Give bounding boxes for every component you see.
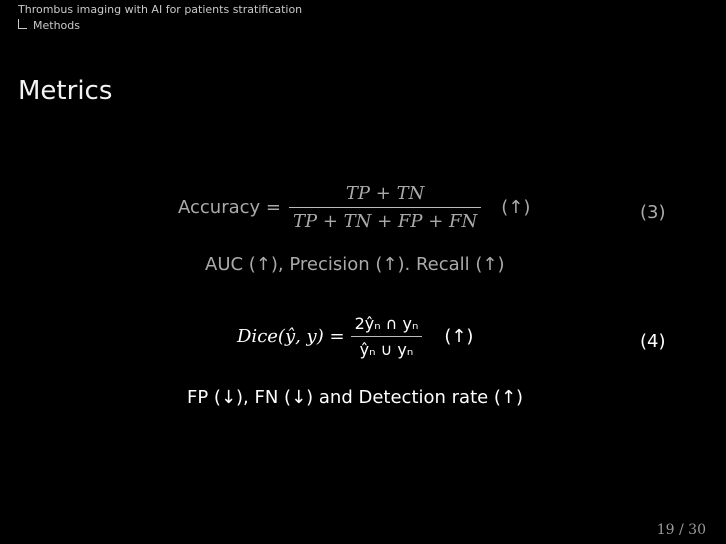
- accuracy-lhs: Accuracy =: [178, 197, 281, 218]
- accuracy-fraction: [289, 183, 481, 232]
- accuracy-equation: [178, 183, 530, 232]
- equation-number-3: (3): [640, 202, 666, 223]
- accuracy-denominator: TP + TN + FP + FN: [292, 211, 478, 232]
- dice-numerator: 2ŷₙ ∩ yₙ: [354, 314, 419, 333]
- dice-denominator: ŷₙ ∪ yₙ: [359, 340, 414, 359]
- dice-lhs: Dice(ŷ, y) =: [237, 326, 345, 347]
- page-number: 19 / 30: [656, 522, 706, 538]
- subsection-title: Methods: [33, 19, 80, 32]
- accuracy-numerator: TP + TN: [345, 183, 425, 204]
- breadcrumb: [18, 19, 80, 32]
- slide-title: Metrics: [18, 76, 113, 106]
- equation-number-4: (4): [640, 331, 666, 352]
- accuracy-direction: (↑): [501, 197, 531, 218]
- section-title: Thrombus imaging with AI for patients stratification: [18, 3, 303, 16]
- detection-line: FP (↓), FN (↓) and Detection rate (↑): [187, 387, 524, 408]
- corner-icon: [18, 19, 27, 29]
- dice-equation: [237, 314, 473, 359]
- dice-fraction: [351, 314, 423, 359]
- dice-direction: (↑): [444, 326, 474, 347]
- metrics-line: AUC (↑), Precision (↑). Recall (↑): [205, 254, 505, 275]
